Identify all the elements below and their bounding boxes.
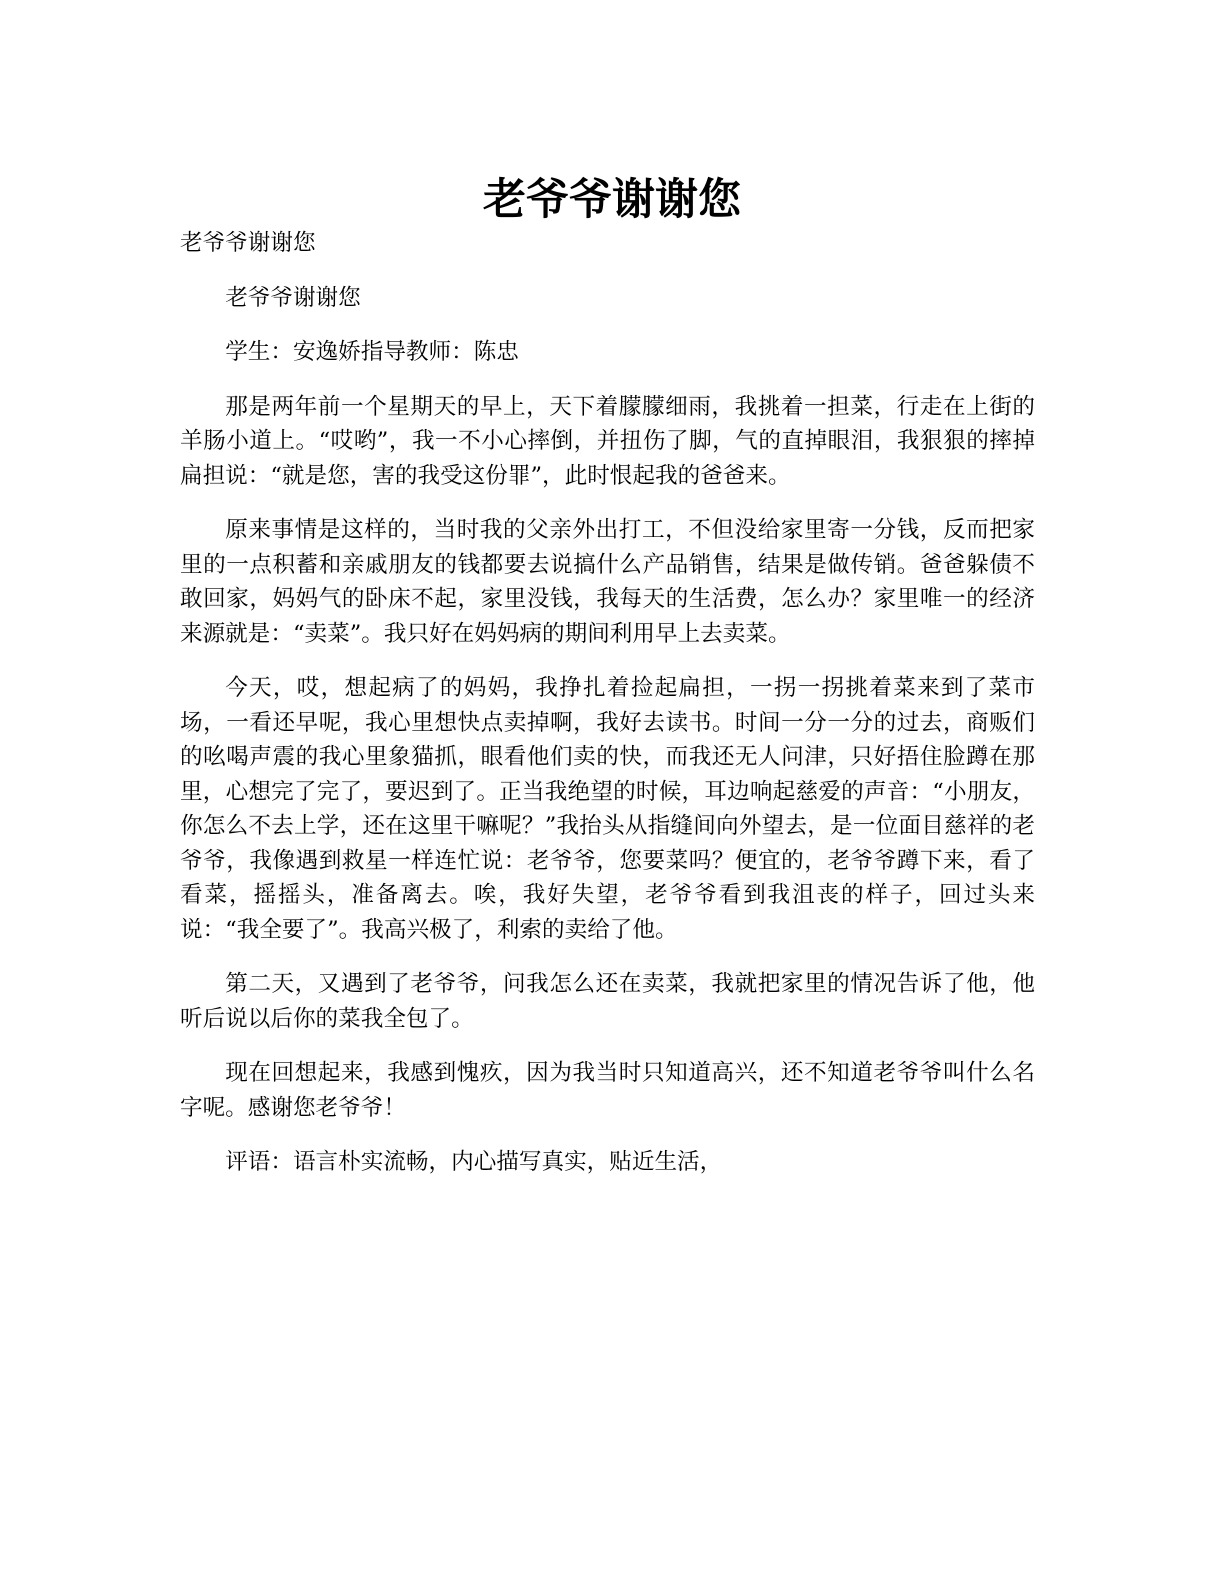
paragraph-2: 原来事情是这样的，当时我的父亲外出打工，不但没给家里寄一分钱，反而把家里的一点积蓄和亲戚朋友的钱都要去说搞什么产品销售，结果是做传销。爸爸躲债不敢回家，妈妈气的卧床不起，家里没钱，我每天的生活费，怎么办？家里唯一的经济来源就是：“卖菜”。我只好在妈妈病的期间利用早上去卖菜。	[180, 517, 1035, 647]
author-line: 学生：安逸娇指导教师：陈忠	[225, 339, 519, 365]
paragraph-1: 那是两年前一个星期天的早上，天下着朦朦细雨，我挑着一担菜，行走在上街的羊肠小道上。“哎哟”，我一不小心摔倒，并扭伤了脚，气的直掉眼泪，我狠狠的摔掉扁担说：“就是您，害的我受这份罪”，此时恨起我的爸爸来。	[180, 393, 1035, 489]
subtitle-plain: 老爷爷谢谢您	[180, 230, 316, 256]
comment-paragraph: 评语：语言朴实流畅，内心描写真实，贴近生活，	[225, 1149, 723, 1175]
paragraph-4: 第二天，又遇到了老爷爷，问我怎么还在卖菜，我就把家里的情况告诉了他，他听后说以后你的菜我全包了。	[180, 971, 1035, 1032]
subtitle-indented: 老爷爷谢谢您	[225, 284, 361, 311]
document-body	[180, 226, 1035, 1200]
paragraph-5: 现在回想起来，我感到愧疚，因为我当时只知道高兴，还不知道老爷爷叫什么名字呢。感谢您老爷爷！	[180, 1060, 1035, 1121]
paragraph-3: 今天，哎，想起病了的妈妈，我挣扎着捡起扁担，一拐一拐挑着菜来到了菜市场，一看还早呢，我心里想快点卖掉啊，我好去读书。时间一分一分的过去，商贩们的吆喝声震的我心里象猫抓，眼看他们卖的快，而我还无人问津，只好捂住脸蹲在那里，心想完了完了，要迟到了。正当我绝望的时候，耳边响起慈爱的声音：“小朋友，你怎么不去上学，还在这里干嘛呢？”我抬头从指缝间向外望去，是一位面目慈祥的老爷爷，我像遇到救星一样连忙说：老爷爷，您要菜吗？便宜的，老爷爷蹲下来，看了看菜，摇摇头，准备离去。唉，我好失望，老爷爷看到我沮丧的样子，回过头来说：“我全要了”。我高兴极了，利索的卖给了他。	[180, 675, 1035, 943]
page-title: 老爷爷谢谢您	[483, 174, 741, 225]
